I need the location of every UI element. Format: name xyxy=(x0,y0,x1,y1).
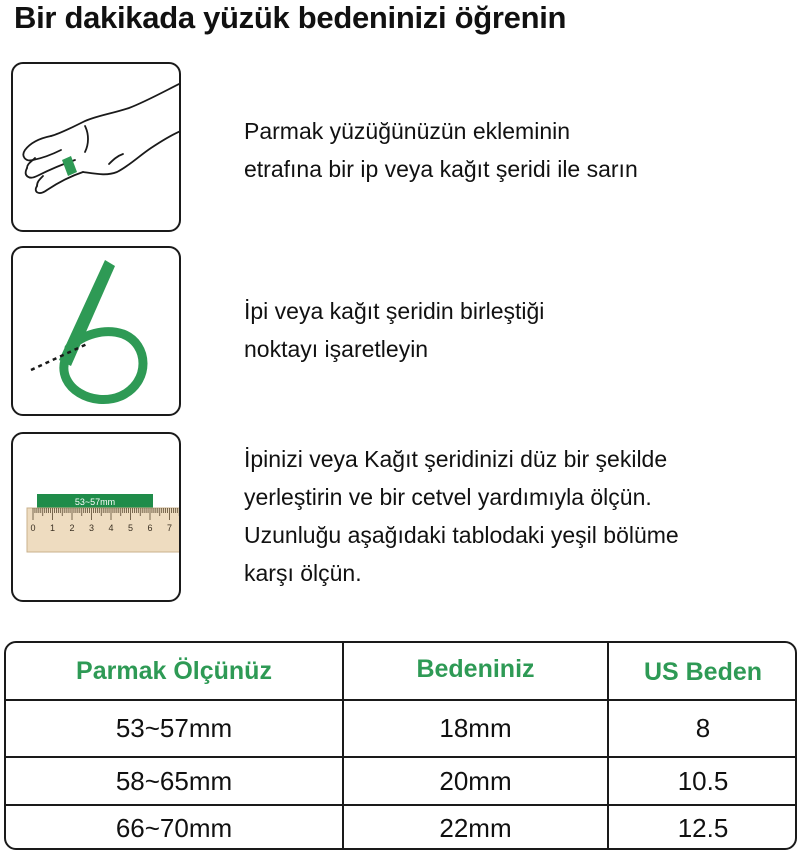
table-cell: 18mm xyxy=(439,713,512,743)
step-1-line-2: etrafına bir ip veya kağıt şeridi ile sarın xyxy=(244,156,638,182)
step-2-text xyxy=(244,292,800,368)
table-cell: 58~65mm xyxy=(115,765,233,796)
ruler-number: 0 xyxy=(30,523,36,533)
ruler-number: 6 xyxy=(147,523,153,533)
table-header-finger-measure: Parmak Ölçünüz xyxy=(76,656,272,685)
step-3-line-2: yerleştirin ve bir cetvel yardımıyla ölçün. xyxy=(244,484,652,510)
ruler-number: 2 xyxy=(69,523,75,533)
ruler-number: 1 xyxy=(49,523,56,533)
ruler-number: 5 xyxy=(127,523,134,533)
step-3-text xyxy=(244,440,800,592)
step-1-text xyxy=(244,112,800,188)
table-cell: 53~57mm xyxy=(115,713,233,743)
step-2-illustration xyxy=(11,246,181,416)
step-1-illustration xyxy=(11,62,181,232)
step-3-line-4: karşı ölçün. xyxy=(244,560,362,586)
table-cell: 10.5 xyxy=(677,765,729,796)
table-cell: 12.5 xyxy=(677,812,729,843)
step-3-line-3: Uzunluğu aşağıdaki tablodaki yeşil bölüme xyxy=(244,522,679,548)
ruler-number: 3 xyxy=(88,523,95,533)
hand-icon xyxy=(13,64,181,232)
ruler-icon xyxy=(13,434,181,602)
page-title: Bir dakikada yüzük bedeninizi öğrenin xyxy=(14,0,567,35)
step-1-line-1: Parmak yüzüğünüzün ekleminin xyxy=(244,118,571,144)
table-cell: 66~70mm xyxy=(115,812,233,843)
table-header-size: Bedeniniz xyxy=(416,654,535,683)
table-cell: 20mm xyxy=(439,765,512,796)
step-3-illustration xyxy=(11,432,181,602)
table-cell: 22mm xyxy=(439,812,512,843)
strip-label: 53~57mm xyxy=(74,497,116,507)
table-cell: 8 xyxy=(695,713,711,743)
step-2-line-1: İpi veya kağıt şeridin birleştiği xyxy=(244,298,545,324)
ruler-number: 7 xyxy=(166,523,173,533)
step-3-line-1: İpinizi veya Kağıt şeridinizi düz bir şekilde xyxy=(244,446,668,472)
ruler-number: 4 xyxy=(108,523,114,533)
table-header-us-size: US Beden xyxy=(643,657,763,686)
loop-strip-icon xyxy=(13,248,181,416)
size-table xyxy=(4,641,797,850)
step-2-line-2: noktayı işaretleyin xyxy=(244,336,429,362)
